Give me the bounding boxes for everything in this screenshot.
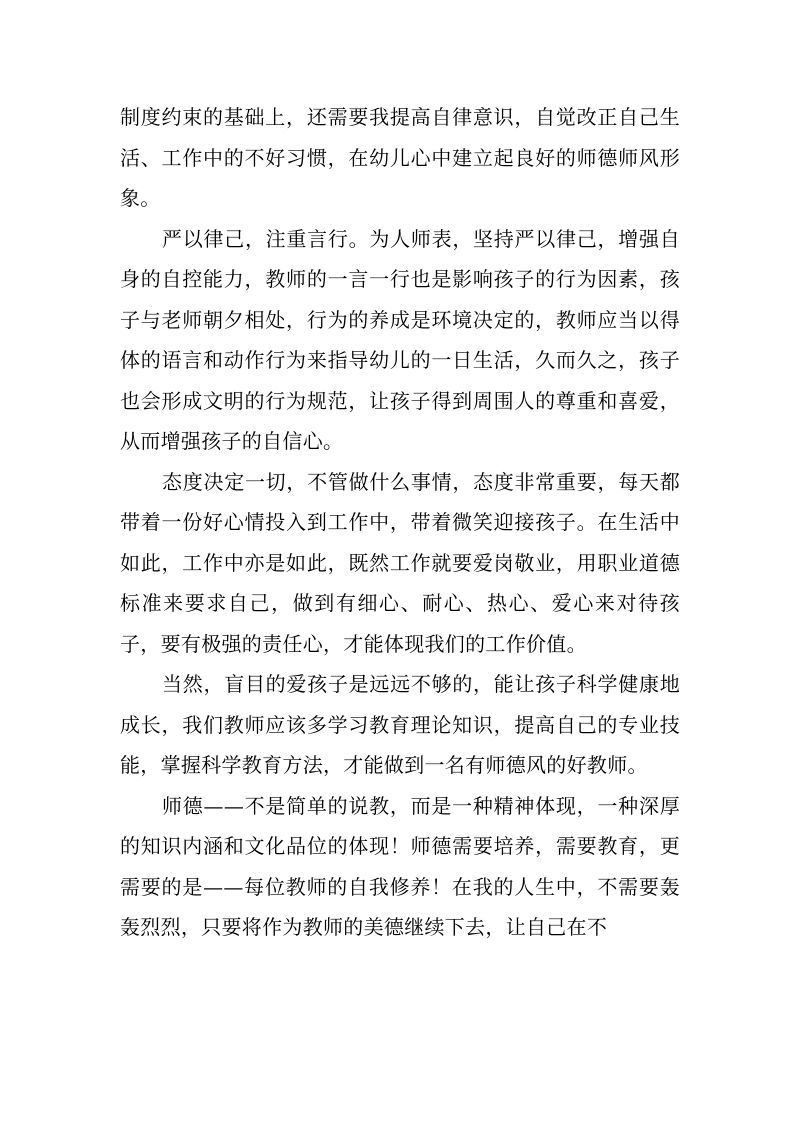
paragraph-4: 当然，盲目的爱孩子是远远不够的，能让孩子科学健康地成长，我们教师应该多学习教育理论知识，提高自己的专业技能，掌握科学教育方法，才能做到一名有师德风的好教师。 (120, 672, 680, 777)
paragraph-3: 态度决定一切，不管做什么事情，态度非常重要，每天都带着一份好心情投入到工作中，带着微笑迎接孩子。在生活中如此，工作中亦是如此，既然工作就要爱岗敬业，用职业道德标准来要求自己，做到有细心、耐心、热心、爱心来对待孩子，要有极强的责任心，才能体现我们的工作价值。 (120, 469, 680, 656)
paragraph-1: 制度约束的基础上，还需要我提高自律意识，自觉改正自己生活、工作中的不好习惯，在幼儿心中建立起良好的师德师风形象。 (120, 105, 680, 210)
paragraph-5: 师德——不是简单的说教，而是一种精神体现，一种深厚的知识内涵和文化品位的体现！师德需要培养，需要教育，更需要的是——每位教师的自我修养！在我的人生中，不需要轰轰烈烈，只要将作为教师的美德继续下去，让自己在不 (120, 793, 680, 939)
paragraph-2: 严以律己，注重言行。为人师表，坚持严以律己，增强自身的自控能力，教师的一言一行也是影响孩子的行为因素，孩子与老师朝夕相处，行为的养成是环境决定的，教师应当以得体的语言和动作行为来指导幼儿的一日生活，久而久之，孩子也会形成文明的行为规范，让孩子得到周围人的尊重和喜爱，从而增强孩子的自信心。 (120, 226, 680, 453)
document-body (120, 97, 680, 948)
